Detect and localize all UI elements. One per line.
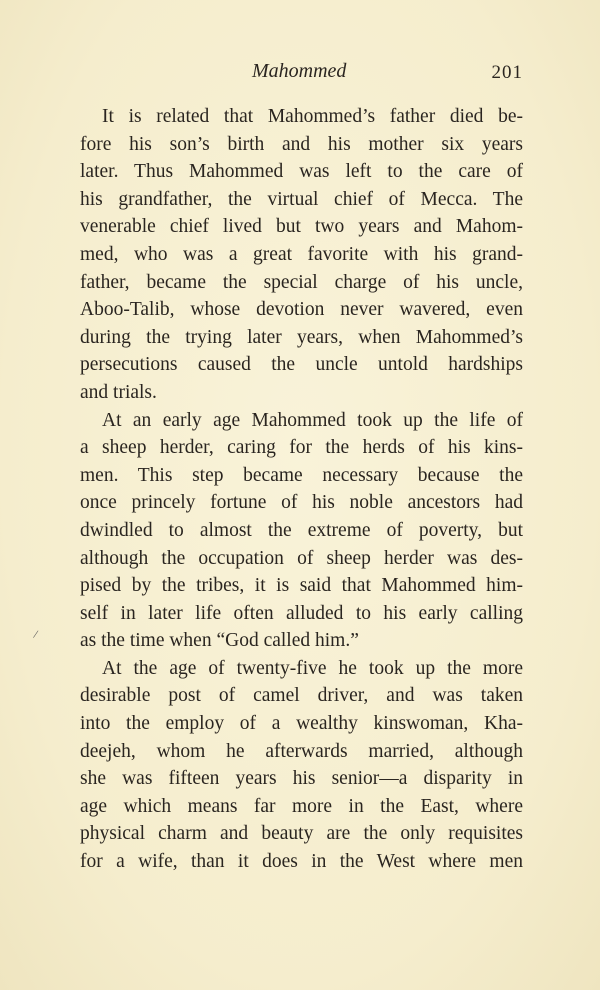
- text-line: once princely fortune of his noble ancestors had: [80, 492, 523, 514]
- text-line: during the trying later years, when Mahommed’s: [80, 326, 523, 348]
- running-title: Mahommed: [252, 60, 347, 82]
- text-line: physical charm and beauty are the only requisites: [80, 823, 523, 845]
- page-number: 201: [491, 62, 523, 83]
- text-line: persecutions caused the uncle untold hardships: [80, 354, 523, 376]
- paragraph: [80, 103, 523, 407]
- text-line: deejeh, whom he afterwards married, although: [80, 740, 523, 762]
- text-line: she was fifteen years his senior—a disparity in: [80, 768, 523, 790]
- text-line: dwindled to almost the extreme of poverty, but: [80, 519, 523, 541]
- paragraph: [80, 407, 523, 655]
- text-line: pised by the tribes, it is said that Mahommed him-: [80, 575, 523, 597]
- text-line: venerable chief lived but two years and Mahom-: [80, 216, 523, 238]
- text-line: his grandfather, the virtual chief of Mecca. The: [80, 188, 523, 210]
- text-line: age which means far more in the East, where: [80, 795, 523, 817]
- text-line: and trials.: [80, 381, 157, 403]
- text-line: for a wife, than it does in the West where men: [80, 851, 523, 873]
- text-line: desirable post of camel driver, and was taken: [80, 685, 523, 707]
- text-line: into the employ of a wealthy kinswoman, Kha-: [80, 713, 523, 735]
- text-line: as the time when “God called him.”: [80, 630, 359, 652]
- text-line: med, who was a great favorite with his grand-: [80, 243, 523, 265]
- page-header: [80, 60, 523, 88]
- text-line: later. Thus Mahommed was left to the care of: [80, 161, 523, 183]
- text-line: father, became the special charge of his uncle,: [80, 271, 523, 293]
- text-line: although the occupation of sheep herder was des-: [80, 547, 523, 569]
- page-body: [80, 103, 523, 876]
- paragraph: [80, 655, 523, 876]
- text-line: self in later life often alluded to his early calling: [80, 602, 523, 624]
- text-line: men. This step became necessary because the: [80, 464, 523, 486]
- text-line: It is related that Mahommed’s father died be-: [102, 106, 523, 127]
- text-line: At the age of twenty-five he took up the more: [102, 657, 523, 679]
- text-line: Aboo-Talib, whose devotion never wavered, even: [80, 299, 523, 321]
- text-line: a sheep herder, caring for the herds of his kins-: [80, 437, 523, 459]
- text-line: At an early age Mahommed took up the life of: [102, 409, 523, 431]
- margin-mark: /: [32, 626, 40, 642]
- text-line: fore his son’s birth and his mother six years: [80, 133, 523, 155]
